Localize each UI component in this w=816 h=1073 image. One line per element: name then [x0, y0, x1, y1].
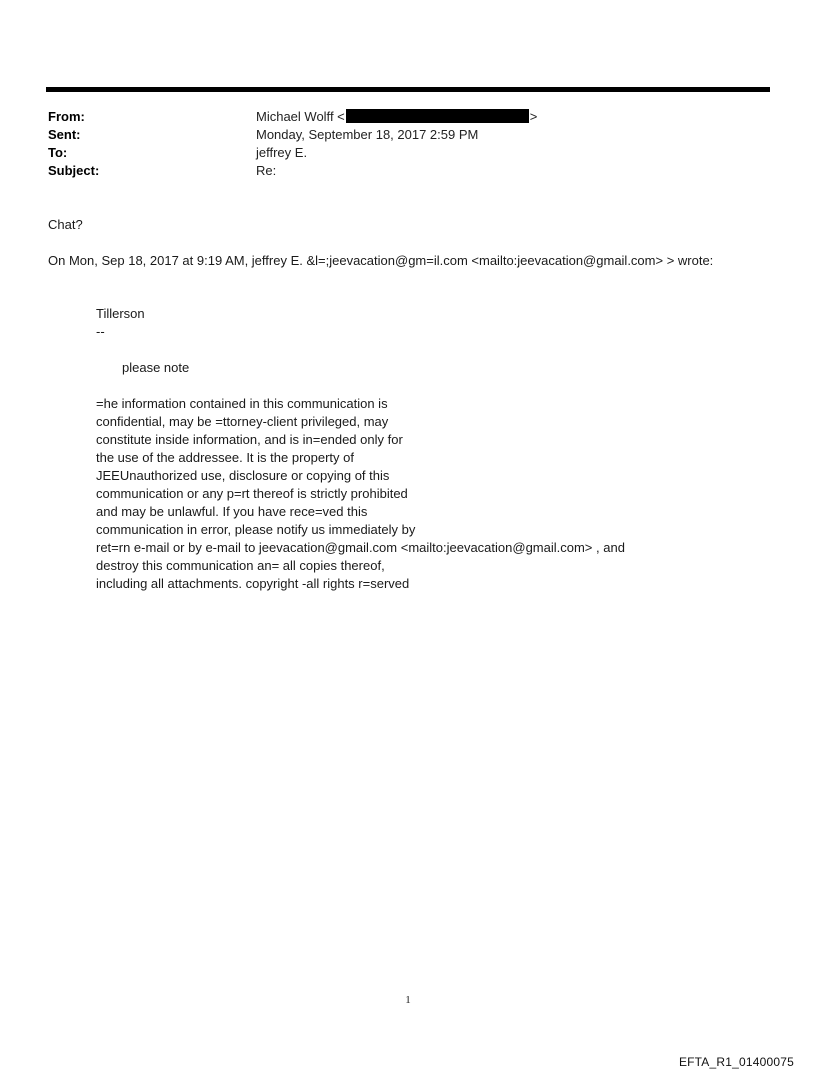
to-value: jeffrey E. — [256, 145, 308, 160]
disclaimer-line: and may be unlawful. If you have rece=ved this — [96, 504, 368, 519]
quote-intro: On Mon, Sep 18, 2017 at 9:19 AM, jeffrey E. &l=;jeevacation@gm=il.com <mailto:jeevacation@gmail.com> > wrote: — [48, 253, 714, 268]
page-number: 1 — [405, 994, 411, 1006]
disclaimer-line: communication in error, please notify us immediately by — [96, 522, 416, 537]
disclaimer-line: JEEUnauthorized use, disclosure or copying of this — [96, 468, 390, 483]
disclaimer-line: =he information contained in this communication is — [96, 396, 388, 411]
disclaimer-line: ret=rn e-mail or by e-mail to jeevacation@gmail.com <mailto:jeevacation@gmail.com> , and — [96, 540, 625, 555]
subject-label: Subject: — [48, 163, 100, 178]
disclaimer-line: the use of the addressee. It is the property of — [96, 450, 354, 465]
from-name: Michael Wolff < — [256, 109, 345, 124]
subject-row — [48, 162, 748, 180]
header-rule — [46, 87, 770, 92]
email-header — [48, 108, 748, 180]
disclaimer-line: destroy this communication an= all copies thereof, — [96, 558, 385, 573]
disclaimer-line: constitute inside information, and is in=ended only for — [96, 432, 403, 447]
document-id: EFTA_R1_01400075 — [678, 1055, 794, 1069]
disclaimer-block — [96, 395, 625, 593]
from-row — [48, 108, 748, 126]
disclaimer-line: including all attachments. copyright -all rights r=served — [96, 576, 410, 591]
greeting-text: Chat? — [48, 217, 83, 232]
note-text: please note — [122, 360, 190, 375]
disclaimer-line: communication or any p=rt thereof is strictly prohibited — [96, 486, 408, 501]
to-label: To: — [48, 145, 68, 160]
to-row — [48, 144, 748, 162]
quoted-name: Tillerson — [96, 306, 145, 321]
sent-value: Monday, September 18, 2017 2:59 PM — [256, 127, 479, 142]
from-value — [256, 108, 537, 126]
sent-label: Sent: — [48, 127, 81, 142]
redaction-block — [346, 109, 529, 123]
signature-separator: -- — [96, 324, 105, 339]
from-close: > — [529, 109, 538, 124]
subject-value: Re: — [256, 163, 277, 178]
from-label: From: — [48, 109, 85, 124]
disclaimer-line: confidential, may be =ttorney-client privileged, may — [96, 414, 389, 429]
sent-row — [48, 126, 748, 144]
